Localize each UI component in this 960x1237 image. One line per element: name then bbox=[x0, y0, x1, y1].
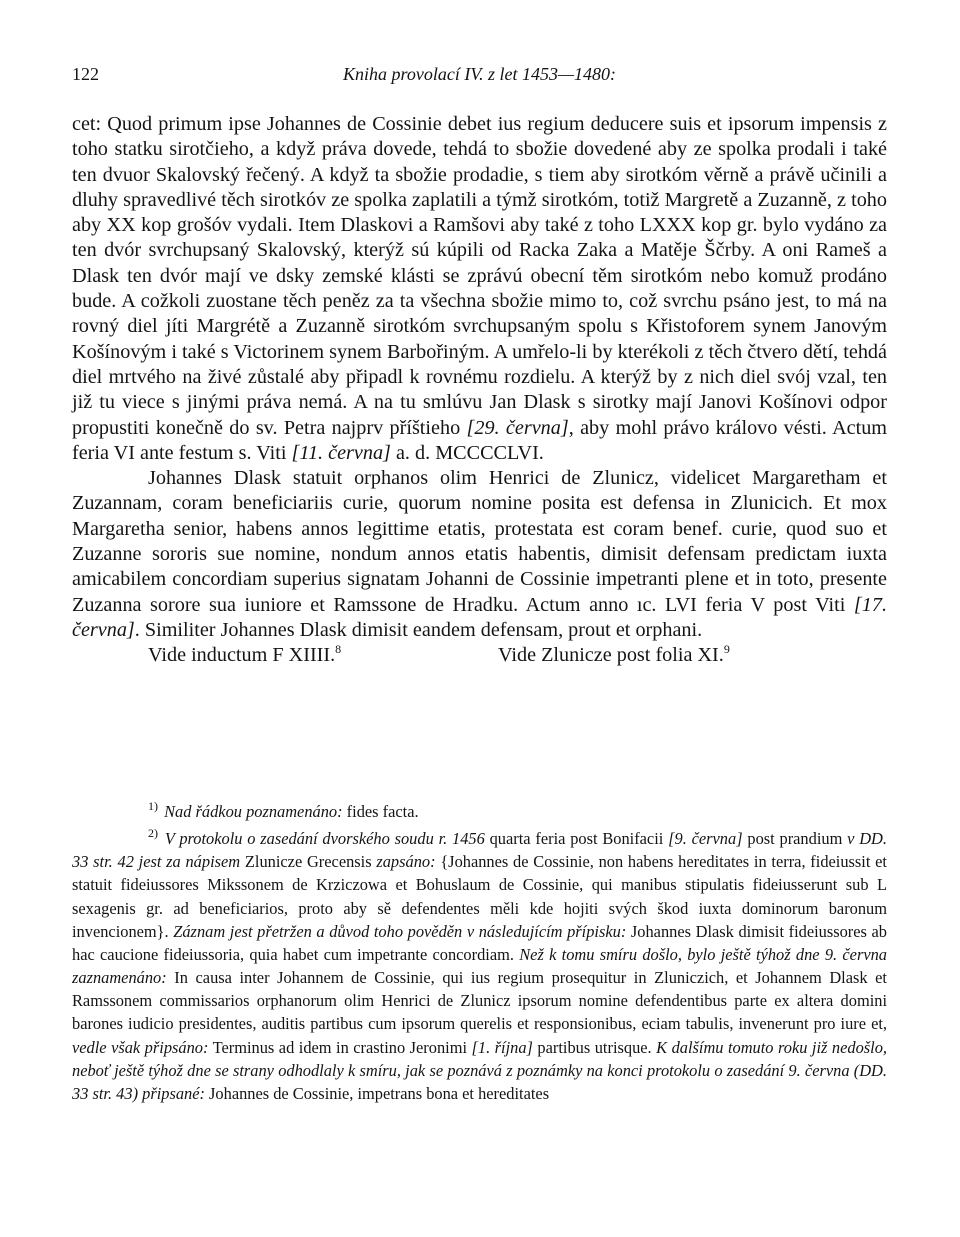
date-annotation: [11. června] bbox=[291, 441, 391, 464]
vide-left: Vide inductum F XIIII.$^8$ bbox=[148, 642, 342, 667]
main-text bbox=[72, 112, 887, 668]
date-annotation: [29. června] bbox=[466, 416, 569, 439]
date-annotation: [17. června] bbox=[72, 593, 887, 641]
vide-line bbox=[72, 643, 887, 668]
footnote-1: $^{1)}$ Nad řádkou poznamenáno: fides facta. bbox=[148, 799, 419, 821]
paragraph-2: Johannes Dlask statuit orphanos olim Henrici de Zlunicz, videlicet Margaretham et Zuzannam, coram beneficiariis curie, quorum nomine posita est defensa in Zlunicich. Et mox Margaretha senior, habens annos legittime etatis, protestata est coram benef. curie, quod suo et Zuzanne sororis sue nomine, nondum annos etatis habentis, dimisit defensam predictam iuxta amicabilem concordiam superius signatam Johanni de Cossinie impetranti plene et in toto, presente Zuzanna sorore sua iuniore et Ramssone de Hradku. Actum anno ıc. LVI feria V post Viti [17. června]. Similiter Johannes Dlask dimisit eandem defensam, prout et orphani. bbox=[72, 467, 887, 641]
paragraph-1: cet: Quod primum ipse Johannes de Cossinie debet ius regium deducere suis et ipsorum impensis z toho statku sirotčieho, a když práva dovede, tehdá to sbožie dovedené aby ze spolka prodali i také ten dvuor Skalovský řečený. A když ta sbožie prodadie, s tiem aby sirotkóm věrně a právě učinili a dluhy spravedlivé těch sirotkóv ze spolka zaplatili a týmž sirotkóm, totiž Margretě a Zuzanně, z toho aby XX kop grošóv vydali. Item Dlaskovi a Ramšovi aby také z toho LXXX kop gr. bylo vydáno za ten dvór svrchupsaný Skalovský, kterýž sú kúpili od Racka Zaka a Matěje Ščrby. A oni Rameš a Dlask ten dvór mají ve dsky zemské klásti se zprávú obecní těm sirotkóm nebo komuž prodáno bude. A cožkoli zuostane těch peněz za ta všechna sbožie mimo to, což svrchu psáno jest, to má na rovný diel jíti Margrétě a Zuzanně sirotkóm svrchupsaným spolu s Křistoforem synem Janovým Košínovým i také s Victorinem synem Barbořiným. A umřelo-li by kterékoli z těch čtvero dětí, tehdá diel mrtvého na živé zůstalé aby připadl k rovnému rozdielu. A kterýž by z nich diel svój vzal, ten již tu viece s jinými práva nemá. A na tu smlúvu Jan Dlask s sirotky mají Janovi Košínovi odpor propustiti konečně do sv. Petra najprv příštieho [29. června], aby mohl právo královo vésti. Actum feria VI ante festum s. Viti [11. června] a. d. MCCCCLVI. bbox=[72, 113, 888, 464]
vide-right: Vide Zlunicze post folia XI.$^9$ bbox=[498, 642, 730, 667]
footnote-mark: 9 bbox=[723, 642, 730, 657]
running-title: Kniha provolací IV. z let 1453—1480: bbox=[343, 64, 616, 84]
page-number: 122 bbox=[72, 64, 99, 84]
page-header bbox=[72, 64, 887, 88]
footnote-2: $^{2)}$ V protokolu o zasedání dvorského soudu r. 1456 quarta feria post Bonifacii [9. června] post prandium v DD. 33 str. 42 jest za nápisem Zlunicze Grecensis zapsáno: {Johannes de Cossinie, non habens hereditates in terra, fideiussit et statuit fideiussores Mikssonem de Krziczowa et Bohuslaum de Cossinie, qui manibus stipulatis fideiusserunt sub L sexagenis gr. ad beneficiarios, proto aby sě defendentes měli kde hojiti svých škod iuxta dominorum baronum invencionem}. Záznam jest přetržen a důvod toho pověděn v následujícím přípisku: Johannes Dlask dimisit fideiussores ab hac caucione fideiussoria, quia habet cum impetrante concordiam. Než k tomu smíru došlo, bylo ještě týhož dne 9. června zaznamenáno: In causa inter Johannem de Cossinie, qui ius regium prosequitur in Zluniczich, et Johannem Dlask et Ramssonem commissarios orphanorum olim Henrici de Zlunicz ipsorum nomine defendentibus parte ex altera domini barones iudicio presidentes, auditis partibus cum ipsorum querelis et responsionibus, eciam tabulis, invenerunt pro iure et, vedle však připsáno: Terminus ad idem in crastino Jeronimi [1. října] partibus utrisque. K dalšímu tomuto roku již nedošlo, neboť ještě týhož dne se strany odhodlaly k smíru, jak se poznává z poznámky na konci protokolu o zasedání 9. června (DD. 33 str. 43) připsané: Johannes de Cossinie, impetrans bona et hereditates bbox=[72, 826, 887, 1103]
footnote-mark: 8 bbox=[335, 642, 342, 657]
footnotes bbox=[72, 800, 887, 1105]
